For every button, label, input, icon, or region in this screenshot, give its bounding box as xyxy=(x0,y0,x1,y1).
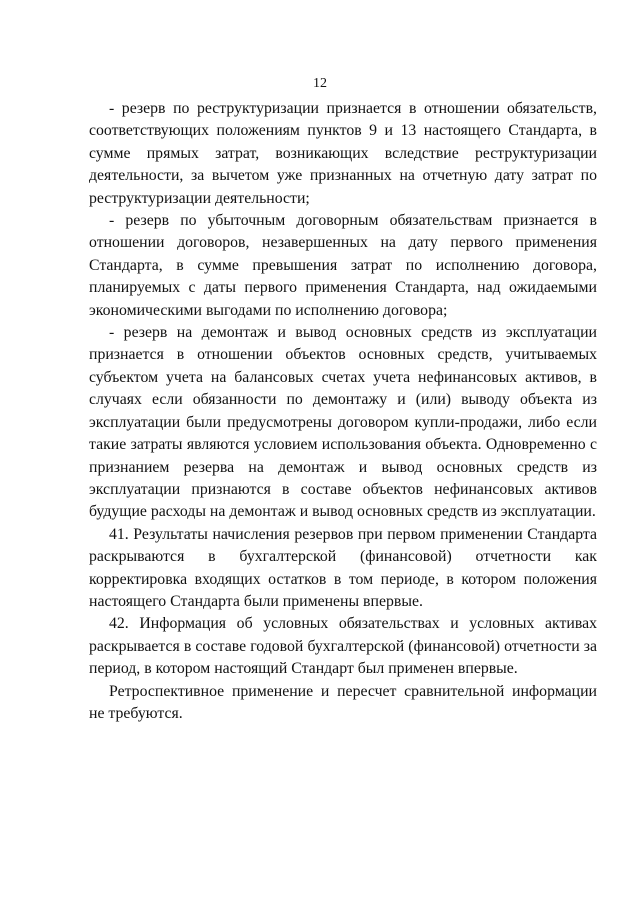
paragraph-decommissioning-reserve: - резерв на демонтаж и вывод основных средств из эксплуатации признается в отношении объектов основных средств, учитываемых субъектом учета на балансовых счетах учета нефинансовых активов, в случаях если обязанности по демонтажу и (или) выводу объекта из эксплуатации были предусмотрены договором купли-продажи, либо если такие затраты являются условием использования объекта. Одновременно с признанием резерва на демонтаж и вывод основных средств из эксплуатации признаются в составе объектов нефинансовых активов будущие расходы на демонтаж и вывод основных средств из эксплуатации. xyxy=(89,324,597,521)
paragraph-restructuring-reserve: - резерв по реструктуризации признается в отношении обязательств, соответствующих положениям пунктов 9 и 13 настоящего Стандарта, в сумме прямых затрат, возникающих вследствие реструктуризации деятельности, за вычетом уже признанных на отчетную дату затрат по реструктуризации деятельности; xyxy=(89,100,597,207)
paragraph-clause-42: 42. Информация об условных обязательствах и условных активах раскрывается в составе годовой бухгалтерской (финансовой) отчетности за период, в котором настоящий Стандарт был применен впервые. xyxy=(89,615,597,678)
document-body xyxy=(89,98,597,725)
paragraph-onerous-contracts-reserve: - резерв по убыточным договорным обязательствам признается в отношении договоров, незавершенных на дату первого применения Стандарта, в сумме превышения затрат по исполнению договора, планируемых с даты первого применения Стандарта, над ожидаемыми экономическими выгодами по исполнению договора; xyxy=(89,212,597,319)
page-number: 12 xyxy=(313,76,327,91)
paragraph-retrospective: Ретроспективное применение и пересчет сравнительной информации не требуются. xyxy=(89,682,597,722)
paragraph-clause-41: 41. Результаты начисления резервов при первом применении Стандарта раскрываются в бухгалтерской (финансовой) отчетности как корректировка входящих остатков в том периоде, в котором положения настоящего Стандарта были применены впервые. xyxy=(89,525,597,610)
